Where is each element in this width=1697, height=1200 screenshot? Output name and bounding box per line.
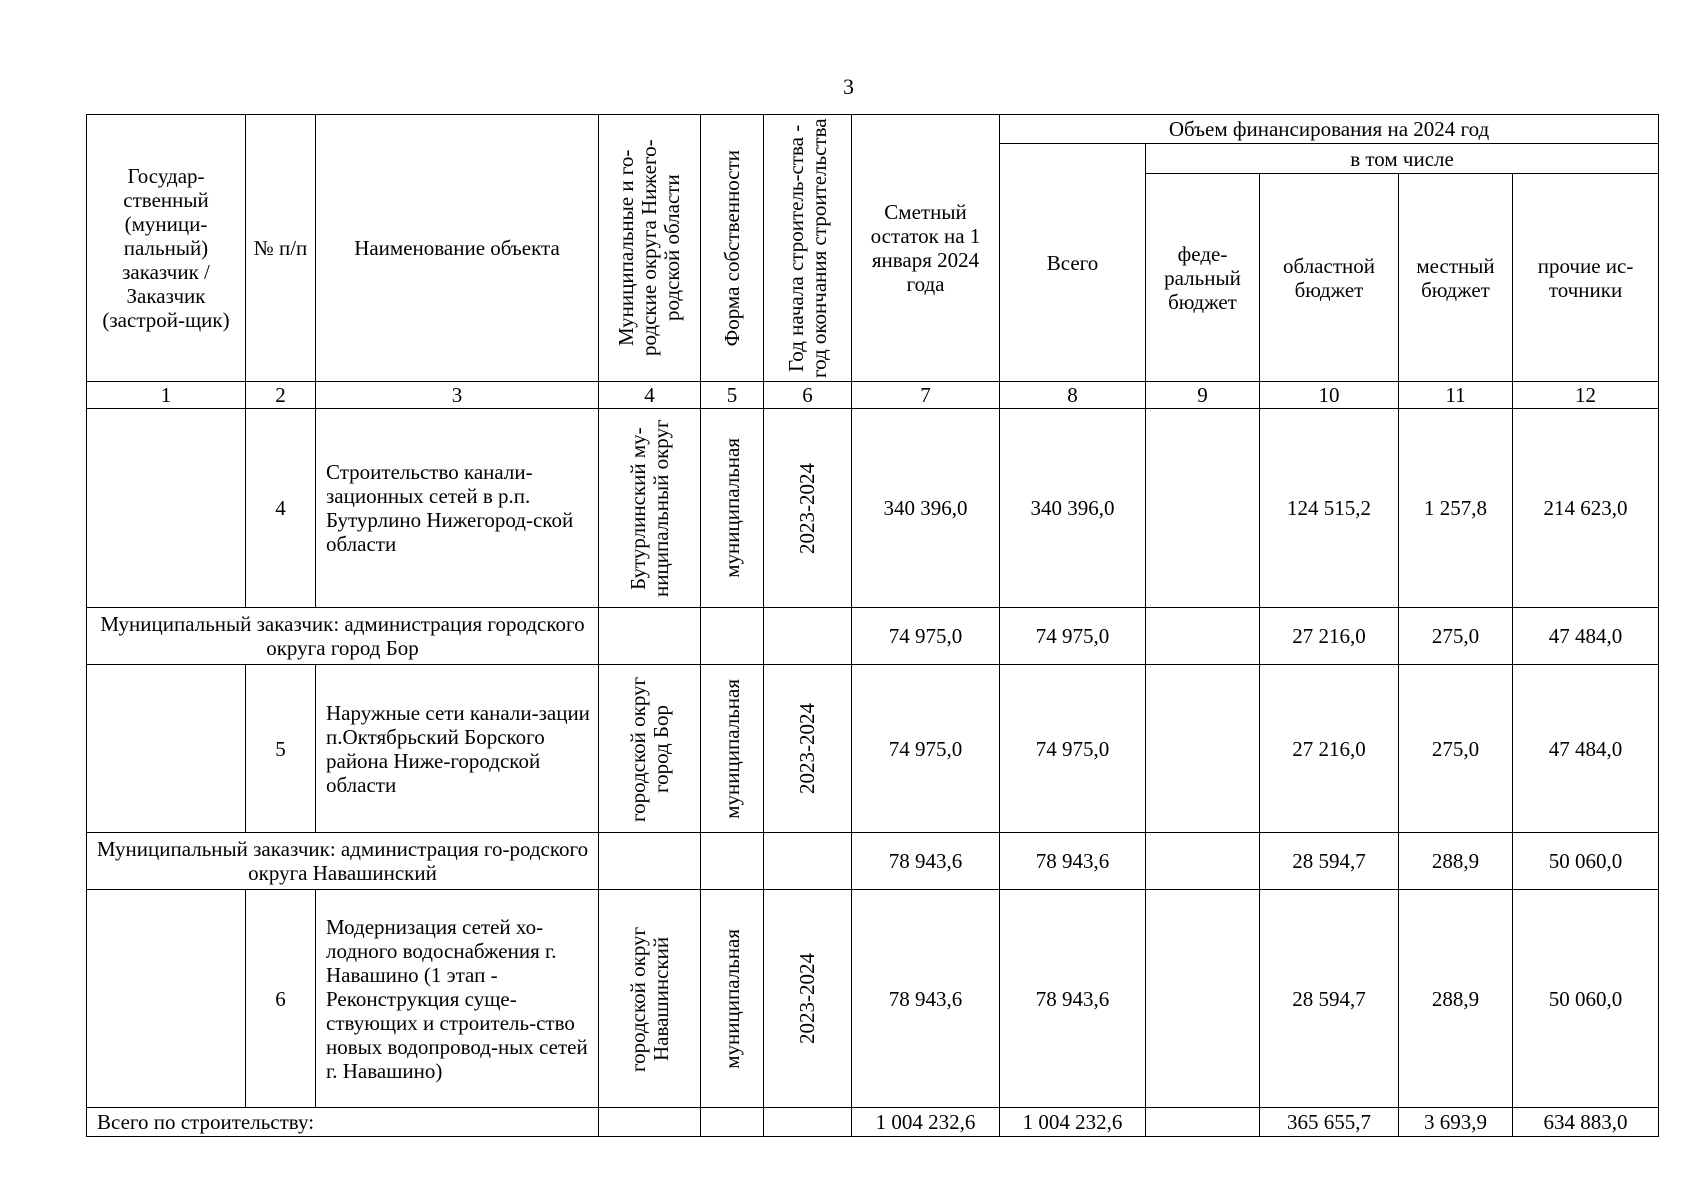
object-ownership xyxy=(701,665,764,833)
header-years xyxy=(764,115,852,382)
header-remainder: Сметный остаток на 1 января 2024 года xyxy=(852,115,1000,382)
regional-value: 28 594,7 xyxy=(1260,890,1399,1108)
other-value: 47 484,0 xyxy=(1513,608,1659,665)
empty-cell xyxy=(764,1108,852,1137)
object-number: 4 xyxy=(246,409,316,608)
grand-total-label: Всего по строительству: xyxy=(87,1108,599,1137)
customer-label: Муниципальный заказчик: администрация го-родского округа Навашинский xyxy=(87,833,599,890)
column-number: 8 xyxy=(1000,382,1146,409)
column-number: 7 xyxy=(852,382,1000,409)
empty-cell xyxy=(701,833,764,890)
federal-value xyxy=(1146,409,1260,608)
column-number: 2 xyxy=(246,382,316,409)
object-name: Модернизация сетей хо-лодного водоснабжения г. Навашино (1 этап - Реконструкция суще-ствующих и строитель-ство новых водопровод-ных сетей г. Навашино) xyxy=(316,890,599,1108)
object-years-text: 2023-2024 xyxy=(795,462,819,554)
regional-value: 124 515,2 xyxy=(1260,409,1399,608)
column-number: 11 xyxy=(1399,382,1513,409)
federal-value xyxy=(1146,1108,1260,1137)
local-value: 3 693,9 xyxy=(1399,1108,1513,1137)
other-value: 50 060,0 xyxy=(1513,890,1659,1108)
federal-value xyxy=(1146,608,1260,665)
remainder-value: 78 943,6 xyxy=(852,890,1000,1108)
page-number: 3 xyxy=(843,74,854,99)
column-number: 10 xyxy=(1260,382,1399,409)
local-value: 1 257,8 xyxy=(1399,409,1513,608)
column-numbers-row xyxy=(87,382,1659,409)
header-total: Всего xyxy=(1000,144,1146,382)
local-value: 275,0 xyxy=(1399,608,1513,665)
header-customer: Государ-ственный (муници-пальный) заказчик / Заказчик (застрой-щик) xyxy=(87,115,246,382)
remainder-value: 1 004 232,6 xyxy=(852,1108,1000,1137)
header-district-text: Муниципальные и го-родские округа Нижего-родской области xyxy=(614,139,684,357)
local-value: 288,9 xyxy=(1399,833,1513,890)
header-local: местный бюджет xyxy=(1399,174,1513,382)
total-value: 78 943,6 xyxy=(1000,833,1146,890)
other-value: 634 883,0 xyxy=(1513,1108,1659,1137)
other-value: 50 060,0 xyxy=(1513,833,1659,890)
object-district-text: городской округ Навашинский xyxy=(625,925,673,1072)
empty-cell xyxy=(701,608,764,665)
header-regional: областной бюджет xyxy=(1260,174,1399,382)
federal-value xyxy=(1146,833,1260,890)
header-federal: феде-ральный бюджет xyxy=(1146,174,1260,382)
header-ownership-text: Форма собственности xyxy=(719,149,744,347)
object-ownership xyxy=(701,890,764,1108)
object-ownership-text: муниципальная xyxy=(719,678,744,819)
empty-cell xyxy=(764,608,852,665)
object-district-text: Бутурлинский му-ниципальный округ xyxy=(625,419,673,597)
header-ownership xyxy=(701,115,764,382)
total-value: 1 004 232,6 xyxy=(1000,1108,1146,1137)
customer-row xyxy=(87,833,1659,890)
other-value: 47 484,0 xyxy=(1513,665,1659,833)
local-value: 288,9 xyxy=(1399,890,1513,1108)
federal-value xyxy=(1146,665,1260,833)
remainder-value: 74 975,0 xyxy=(852,608,1000,665)
object-years xyxy=(764,409,852,608)
federal-value xyxy=(1146,890,1260,1108)
column-number: 12 xyxy=(1513,382,1659,409)
empty-cell xyxy=(599,1108,701,1137)
customer-label: Муниципальный заказчик: администрация городского округа город Бор xyxy=(87,608,599,665)
object-ownership xyxy=(701,409,764,608)
header-years-text: Год начала строитель-ства - год окончания строительства xyxy=(783,118,831,378)
regional-value: 27 216,0 xyxy=(1260,608,1399,665)
object-row xyxy=(87,409,1659,608)
column-number: 6 xyxy=(764,382,852,409)
object-row xyxy=(87,665,1659,833)
total-value: 74 975,0 xyxy=(1000,608,1146,665)
object-district-text: городской округ город Бор xyxy=(625,675,673,822)
local-value: 275,0 xyxy=(1399,665,1513,833)
header-funding-group: Объем финансирования на 2024 год xyxy=(1000,115,1659,144)
object-name: Наружные сети канали-зации п.Октябрьский Борского района Ниже-городской области xyxy=(316,665,599,833)
regional-value: 27 216,0 xyxy=(1260,665,1399,833)
empty-cell xyxy=(599,608,701,665)
regional-value: 28 594,7 xyxy=(1260,833,1399,890)
object-district xyxy=(599,409,701,608)
object-number: 6 xyxy=(246,890,316,1108)
header-object-name: Наименование объекта xyxy=(316,115,599,382)
customer-row xyxy=(87,608,1659,665)
remainder-value: 74 975,0 xyxy=(852,665,1000,833)
object-years xyxy=(764,665,852,833)
object-name: Строительство канали-зационных сетей в р.п. Бутурлино Нижегород-ской области xyxy=(316,409,599,608)
header-including: в том числе xyxy=(1146,144,1659,174)
grand-total-row xyxy=(87,1108,1659,1137)
customer-cell xyxy=(87,665,246,833)
header-number: № п/п xyxy=(246,115,316,382)
customer-cell xyxy=(87,890,246,1108)
column-number: 3 xyxy=(316,382,599,409)
object-number: 5 xyxy=(246,665,316,833)
column-number: 1 xyxy=(87,382,246,409)
total-value: 78 943,6 xyxy=(1000,890,1146,1108)
empty-cell xyxy=(764,833,852,890)
remainder-value: 78 943,6 xyxy=(852,833,1000,890)
object-district xyxy=(599,890,701,1108)
column-number: 5 xyxy=(701,382,764,409)
column-number: 9 xyxy=(1146,382,1260,409)
customer-cell xyxy=(87,409,246,608)
total-value: 74 975,0 xyxy=(1000,665,1146,833)
empty-cell xyxy=(599,833,701,890)
object-years xyxy=(764,890,852,1108)
total-value: 340 396,0 xyxy=(1000,409,1146,608)
object-ownership-text: муниципальная xyxy=(719,928,744,1069)
empty-cell xyxy=(701,1108,764,1137)
investment-program-table xyxy=(86,114,1659,1137)
object-row xyxy=(87,890,1659,1108)
other-value: 214 623,0 xyxy=(1513,409,1659,608)
regional-value: 365 655,7 xyxy=(1260,1108,1399,1137)
header-other: прочие ис-точники xyxy=(1513,174,1659,382)
object-ownership-text: муниципальная xyxy=(719,438,744,578)
header-row xyxy=(87,115,1659,144)
remainder-value: 340 396,0 xyxy=(852,409,1000,608)
column-number: 4 xyxy=(599,382,701,409)
header-district xyxy=(599,115,701,382)
object-district xyxy=(599,665,701,833)
object-years-text: 2023-2024 xyxy=(795,703,819,794)
object-years-text: 2023-2024 xyxy=(795,953,819,1044)
